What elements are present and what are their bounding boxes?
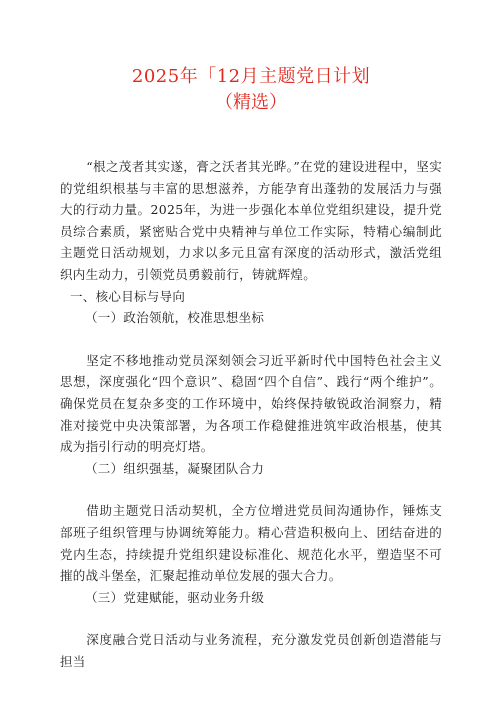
paragraph-gap	[60, 479, 442, 500]
subsection-heading-2: （二）组织强基，凝聚团队合力	[85, 460, 265, 476]
document-subtitle: （精选）	[215, 92, 287, 113]
document-body	[60, 156, 442, 672]
intro-paragraph: “根之茂者其实遂，膏之沃者其光晔。”在党的建设进程中，坚实的党组织根基与丰富的思想滋养，方能孕育出蓬勃的发展活力与强大的行动力量。2025年，为进一步强化本单位党组织建设，提升党员综合素质，紧密贴合党中央精神与单位工作实际，特精心编制此主题党日活动规划，力求以多元且富有深度的活动形式，激活党组织内生动力，引领党员勇毅前行，铸就辉煌。	[60, 159, 442, 282]
subsection-heading-1: （一）政治领航，校准思想坐标	[85, 310, 265, 326]
paragraph-gap	[60, 329, 442, 350]
subsection-paragraph-2: 借助主题党日活动契机，全方位增进党员间沟通协作，锤炼支部班子组织管理与协调统筹能力。精心营造积极向上、团结奋进的党内生态，持续提升党组织建设标准化、规范化水平，塑造坚不可摧的战斗堡垒，汇聚起推动单位发展的强大合力。	[60, 503, 442, 584]
paragraph-gap	[60, 608, 442, 629]
subsection-paragraph-3: 深度融合党日活动与业务流程，充分激发党员创新创造潜能与担当	[60, 632, 442, 669]
subsection-paragraph-1: 坚定不移地推动党员深刻领会习近平新时代中国特色社会主义思想，深度强化“四个意识”、稳固“四个自信”、践行“两个维护”。确保党员在复杂多变的工作环境中，始终保持敏锐政治洞察力，精准对接党中央决策部署，为各项工作稳健推进筑牢政治根基，使其成为指引行动的明亮灯塔。	[60, 352, 442, 455]
section-heading-1: 一、核心目标与导向	[70, 288, 186, 304]
subsection-heading-3: （三）党建赋能，驱动业务升级	[85, 589, 265, 605]
document-title: 2025年「12月主题党日计划	[131, 66, 371, 87]
